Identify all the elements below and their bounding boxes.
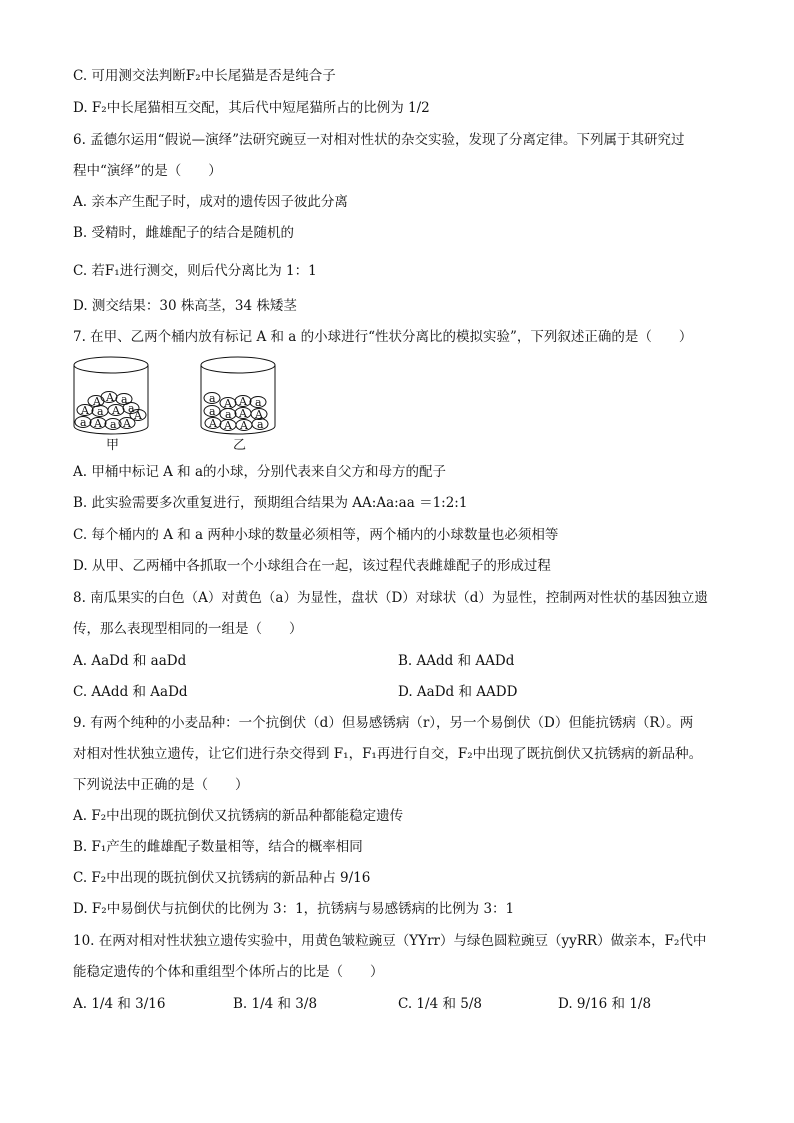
bucket-label-yi: 乙 <box>233 438 247 453</box>
q9-option-d: D. F₂中易倒伏与抗倒伏的比例为 3：1，抗锈病与易感锈病的比例为 3：1 <box>73 901 515 917</box>
q10-option-b: B. 1/4 和 3/8 <box>233 996 318 1012</box>
bucket-figure <box>70 352 285 458</box>
svg-text:a: a <box>110 418 117 431</box>
svg-text:A: A <box>134 409 142 422</box>
svg-text:a: a <box>80 416 87 429</box>
svg-text:a: a <box>209 392 216 405</box>
svg-text:A: A <box>240 419 248 432</box>
svg-text:A: A <box>224 397 232 410</box>
q7-option-b: B. 此实验需要多次重复进行，预期组合结果为 AA:Aa:aa ＝1:2:1 <box>73 495 468 511</box>
q6-stem-line2: 程中“演绎”的是（ ） <box>73 163 222 179</box>
svg-text:A: A <box>224 419 232 432</box>
svg-text:a: a <box>257 418 264 431</box>
q9-stem-line2: 对相对性状独立遗传，让它们进行杂交得到 F₁，F₁再进行自交，F₂中出现了既抗倒伏又抗锈病的新品种。 <box>73 746 703 762</box>
q6-option-c: C. 若F₁进行测交，则后代分离比为 1：1 <box>73 263 317 279</box>
q7-option-a: A. 甲桶中标记 A 和 a的小球，分别代表来自父方和母方的配子 <box>73 464 447 480</box>
svg-text:a: a <box>121 393 128 406</box>
svg-text:A: A <box>93 395 101 408</box>
q9-option-b: B. F₁产生的雌雄配子数量相等，结合的概率相同 <box>73 839 363 855</box>
svg-text:A: A <box>239 407 247 420</box>
q10-stem-line2: 能稳定遗传的个体和重组型个体所占的比是（ ） <box>73 964 384 980</box>
q6-option-b: B. 受精时，雌雄配子的结合是随机的 <box>73 225 295 241</box>
q9-option-c: C. F₂中出现的既抗倒伏又抗锈病的新品种占 9/16 <box>73 870 371 886</box>
q5-option-c: C. 可用测交法判断F₂中长尾猫是否是纯合子 <box>73 68 336 84</box>
q6-stem-line1: 6. 孟德尔运用“假说—演绎”法研究豌豆一对相对性状的杂交实验，发现了分离定律。下列属于其研究过 <box>73 132 685 148</box>
q8-option-a: A. AaDd 和 aaDd <box>73 653 187 669</box>
svg-text:A: A <box>255 408 263 421</box>
bucket-diagram <box>70 352 285 458</box>
q8-option-c: C. AAdd 和 AaDd <box>73 684 188 700</box>
q10-option-a: A. 1/4 和 3/16 <box>73 996 166 1012</box>
svg-text:a: a <box>97 405 104 418</box>
q6-option-a: A. 亲本产生配子时，成对的遗传因子彼此分离 <box>73 194 348 210</box>
q8-option-d: D. AaDd 和 AADD <box>398 684 518 700</box>
q6-option-d: D. 测交结果：30 株高茎，34 株矮茎 <box>73 298 297 314</box>
svg-text:A: A <box>239 395 247 408</box>
svg-text:A: A <box>112 404 120 417</box>
q10-option-c: C. 1/4 和 5/8 <box>398 996 482 1012</box>
bucket-yi <box>201 357 275 453</box>
svg-text:A: A <box>123 417 131 430</box>
svg-text:A: A <box>209 417 217 430</box>
q8-stem-line2: 传，那么表现型相同的一组是（ ） <box>73 621 303 637</box>
svg-text:A: A <box>94 417 102 430</box>
balls-jia <box>75 391 146 431</box>
q8-stem-line1: 8. 南瓜果实的白色（A）对黄色（a）为显性，盘状（D）对球状（d）为显性，控制两对性状的基因独立遗 <box>73 590 708 606</box>
q8-option-b: B. AAdd 和 AADd <box>398 653 515 669</box>
q10-option-d: D. 9/16 和 1/8 <box>558 996 652 1012</box>
balls-yi <box>204 392 268 432</box>
svg-text:a: a <box>128 402 135 415</box>
q9-option-a: A. F₂中出现的既抗倒伏又抗锈病的新品种都能稳定遗传 <box>73 808 404 824</box>
q7-stem: 7. 在甲、乙两个桶内放有标记 A 和 a 的小球进行“性状分离比的模拟实验”，下列叙述正确的是（ ） <box>73 329 693 345</box>
q9-stem-line1: 9. 有两个纯种的小麦品种：一个抗倒伏（d）但易感锈病（r），另一个易倒伏（D）但能抗锈病（R）。两 <box>73 715 694 731</box>
q9-stem-line3: 下列说法中正确的是（ ） <box>73 777 249 793</box>
q7-option-d: D. 从甲、乙两桶中各抓取一个小球组合在一起，该过程代表雌雄配子的形成过程 <box>73 558 551 574</box>
q10-stem-line1: 10. 在两对相对性状独立遗传实验中，用黄色皱粒豌豆（YYrr）与绿色圆粒豌豆（yyRR）做亲本，F₂代中 <box>73 933 707 949</box>
svg-text:A: A <box>106 391 114 404</box>
svg-text:A: A <box>81 404 89 417</box>
q5-option-d: D. F₂中长尾猫相互交配，其后代中短尾猫所占的比例为 1/2 <box>73 100 430 116</box>
svg-text:a: a <box>209 405 216 418</box>
svg-text:a: a <box>225 408 232 421</box>
bucket-label-jia: 甲 <box>106 438 120 453</box>
svg-text:a: a <box>255 396 262 409</box>
q7-option-c: C. 每个桶内的 A 和 a 两种小球的数量必须相等，两个桶内的小球数量也必须相等 <box>73 527 559 543</box>
bucket-jia <box>74 357 148 453</box>
